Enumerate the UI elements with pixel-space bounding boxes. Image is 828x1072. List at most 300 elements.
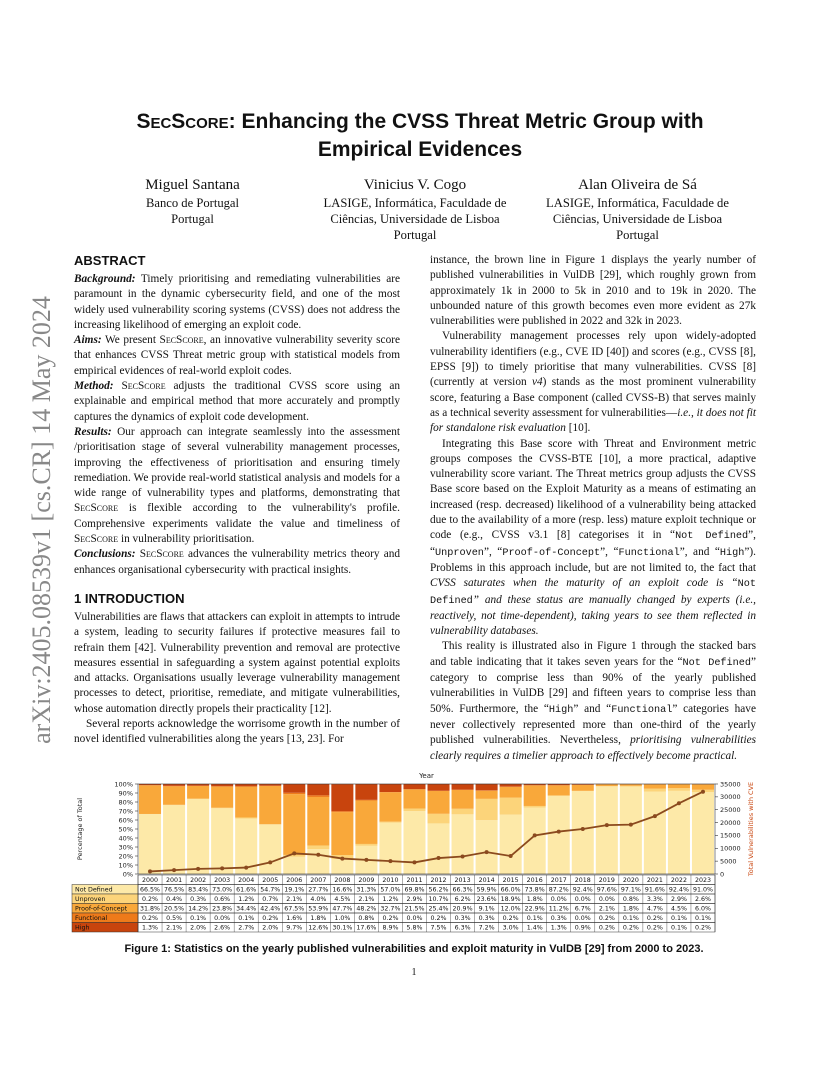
figure-1-chart: [70, 770, 760, 936]
table-cell: 7.2%: [478, 924, 495, 932]
author-affiliation-2: Ciências, Universidade de Lisboa: [330, 212, 500, 226]
table-cell: 87.2%: [548, 886, 569, 894]
table-cell: 2.0%: [262, 924, 279, 932]
table-year: 2002: [190, 877, 207, 884]
table-cell: 1.6%: [286, 915, 303, 922]
bar-segment: [620, 786, 642, 787]
table-cell: 0.2%: [598, 915, 615, 922]
figure-caption: Figure 1: Statistics on the yearly published vulnerabilities and exploit maturity in VulDB [29] from 2000 to 2023.: [124, 943, 704, 955]
total-line-point: [533, 833, 537, 837]
bar-segment: [620, 784, 642, 786]
table-cell: 0.4%: [166, 896, 183, 903]
table-cell: 20.9%: [452, 905, 473, 913]
table-cell: 76.5%: [164, 886, 185, 894]
table-cell: 2.0%: [190, 924, 207, 932]
table-year: 2007: [310, 877, 327, 884]
bar-segment: [692, 784, 714, 789]
table-cell: 17.6%: [356, 924, 377, 932]
table-cell: 0.2%: [262, 915, 279, 922]
table-cell: 9.7%: [286, 924, 303, 932]
table-cell: 0.1%: [670, 924, 687, 932]
total-line-point: [364, 858, 368, 862]
bar-segment: [428, 791, 450, 814]
bar-segment: [307, 845, 329, 849]
author-affiliation: Banco de Portugal: [145, 196, 240, 210]
bar-segment: [307, 795, 329, 797]
table-year: 2020: [622, 877, 639, 884]
table-cell: 34.4%: [236, 905, 257, 913]
table-cell: 73.0%: [212, 886, 233, 894]
table-row-label: Not Defined: [75, 886, 113, 894]
table-cell: 11.2%: [548, 905, 569, 913]
table-cell: 8.9%: [382, 924, 399, 932]
table-row-label: High: [75, 924, 90, 932]
total-line-point: [557, 830, 561, 834]
author-country: Portugal: [393, 228, 437, 242]
table-year: 2010: [382, 877, 399, 884]
table-cell: 83.4%: [188, 886, 209, 894]
right-paragraph-2: Vulnerability management processes rely upon widely-adopted vulnerability identifiers (e.g., CVE ID [40]) and scores (e.g., CVSS [8], EPSS [9]) to timely prioritise that many vulnerabilities. CVSS [8] (currently at version v4) stands as the most prominent vulnerability score, featuring a Base component (called CVSS-B) that serves mainly as a technical severity assessment for vulnerabilities—i.e., it does not fit for standalone risk evaluation [10].: [430, 330, 757, 435]
table-cell: 2.6%: [214, 924, 231, 932]
table-cell: 0.8%: [622, 896, 639, 903]
table-cell: 1.3%: [142, 924, 159, 932]
bar-segment: [379, 784, 401, 792]
table-row-label: Proof-of-Concept: [75, 905, 128, 913]
left-column: [74, 252, 400, 748]
table-cell: 97.1%: [620, 886, 641, 894]
table-cell: 27.7%: [308, 886, 329, 894]
table-cell: 22.9%: [524, 905, 545, 913]
table-cell: 0.2%: [598, 924, 615, 932]
abstract-background: Background: Timely prioritising and remediating vulnerabilities are paramount in the dynamic cybersecurity field, and one of the most widely used vulnerability scoring systems (CVSS) does not address the increasing likelihood of emerging an exploit code.: [74, 273, 400, 331]
table-cell: 0.1%: [526, 915, 543, 922]
bar-segment: [403, 811, 425, 874]
total-line-point: [292, 851, 296, 855]
bar-segment: [307, 797, 329, 846]
bar-segment: [620, 787, 642, 874]
author-name: Vinicius V. Cogo: [363, 177, 467, 193]
table-cell: 0.2%: [622, 924, 639, 932]
table-cell: 67.5%: [284, 905, 305, 913]
table-year: 2016: [526, 877, 543, 884]
table-cell: 4.5%: [670, 905, 687, 913]
table-cell: 0.3%: [190, 896, 207, 903]
page-number: 1: [411, 967, 417, 978]
table-cell: 1.0%: [334, 915, 351, 922]
table-cell: 54.7%: [260, 886, 281, 894]
bar-segment: [163, 805, 185, 874]
table-cell: 47.7%: [332, 905, 353, 913]
bar-segment: [139, 814, 161, 874]
total-line-point: [412, 860, 416, 864]
y-tick-label: 30%: [118, 843, 133, 852]
bar-segment: [259, 786, 281, 824]
table-cell: 10.7%: [428, 896, 449, 903]
bar-segment: [524, 808, 546, 874]
y-tick-label: 50%: [118, 825, 133, 834]
author-3: [530, 175, 745, 243]
total-line-point: [172, 868, 176, 872]
bar-segment: [283, 793, 305, 794]
table-cell: 2.9%: [406, 896, 423, 903]
table-cell: 0.5%: [166, 915, 183, 922]
bar-segment: [500, 784, 522, 787]
y-tick-label: 80%: [118, 798, 133, 807]
table-cell: 20.5%: [164, 905, 185, 913]
table-cell: 1.2%: [382, 896, 399, 903]
table-cell: 1.4%: [526, 924, 543, 932]
title-line1: : Enhancing the CVSS Threat Metric Group with: [228, 110, 704, 133]
bar-segment: [668, 788, 690, 791]
table-row-label: Unproven: [75, 896, 106, 903]
table-year: 2006: [286, 877, 303, 884]
table-cell: 0.1%: [670, 915, 687, 922]
table-cell: 56.2%: [428, 886, 449, 894]
intro-paragraph-1: Vulnerabilities are flaws that attackers can exploit in attempts to intrude a system, leading to security failures if protective measures fail to refrain them [42]. Vulnerability prevention and removal are protective measures essential in safeguarding a system against potential exploits and attacks. Organisations usually leverage vulnerability management processes to detect, prioritise, remediate, and mitigate vulnerabilities, whose automation directly propels their practicality [12].: [74, 610, 400, 715]
bar-segment: [307, 784, 329, 795]
table-cell: 0.2%: [430, 915, 447, 922]
table-cell: 92.4%: [668, 886, 689, 894]
bar-segment: [572, 785, 594, 791]
table-cell: 42.4%: [260, 905, 281, 913]
bar-segment: [452, 814, 474, 874]
table-cell: 1.2%: [238, 896, 255, 903]
table-cell: 0.1%: [190, 915, 207, 922]
total-line-point: [437, 856, 441, 860]
bar-segment: [524, 806, 546, 808]
total-line-point: [653, 814, 657, 818]
y2-tick-label: 20000: [720, 818, 741, 827]
table-cell: 61.6%: [236, 886, 257, 894]
table-cell: 0.0%: [214, 915, 231, 922]
right-column: [430, 253, 756, 764]
bar-segment: [355, 784, 377, 800]
table-cell: 1.8%: [526, 896, 543, 903]
y-tick-label: 0%: [122, 870, 133, 879]
table-cell: 0.3%: [550, 915, 567, 922]
y2-tick-label: 35000: [720, 780, 741, 789]
table-cell: 0.8%: [358, 915, 375, 922]
author-country: Portugal: [616, 228, 659, 242]
table-cell: 0.9%: [574, 924, 591, 932]
table-cell: 0.1%: [622, 915, 639, 922]
bar-segment: [187, 786, 209, 799]
author-name: Alan Oliveira de Sá: [578, 177, 697, 193]
total-line-point: [316, 853, 320, 857]
bar-segment: [379, 792, 401, 821]
y2-tick-label: 10000: [720, 844, 741, 853]
table-cell: 0.0%: [574, 915, 591, 922]
table-cell: 2.1%: [358, 896, 375, 903]
author-1: [100, 175, 285, 227]
table-cell: 1.8%: [622, 905, 639, 913]
table-cell: 0.0%: [574, 896, 591, 903]
table-year: 2011: [406, 877, 423, 884]
bar-segment: [572, 791, 594, 874]
bar-segment: [211, 784, 233, 786]
bar-segment: [259, 824, 281, 825]
table-cell: 0.1%: [238, 915, 255, 922]
table-cell: 0.2%: [646, 915, 663, 922]
table-cell: 14.2%: [188, 905, 209, 913]
table-cell: 0.2%: [382, 915, 399, 922]
table-cell: 30.1%: [332, 924, 353, 932]
bar-segment: [235, 784, 257, 786]
bar-segment: [428, 814, 450, 824]
table-cell: 2.1%: [166, 924, 183, 932]
table-cell: 48.2%: [356, 905, 377, 913]
table-cell: 66.5%: [140, 886, 161, 894]
table-cell: 0.7%: [262, 896, 279, 903]
y-tick-label: 40%: [118, 834, 133, 843]
table-cell: 2.1%: [598, 905, 615, 913]
table-cell: 25.4%: [428, 905, 449, 913]
total-line-point: [701, 790, 705, 794]
bar-segment: [596, 784, 618, 786]
total-line-point: [196, 867, 200, 871]
bar-segment: [476, 791, 498, 799]
bar-segment: [379, 823, 401, 874]
table-cell: 6.0%: [694, 905, 711, 913]
table-cell: 4.5%: [334, 896, 351, 903]
bar-segment: [403, 784, 425, 789]
table-year: 2019: [598, 877, 615, 884]
y-axis-label: Percentage of Total: [76, 797, 84, 861]
intro-heading: 1 INTRODUCTION: [74, 590, 185, 606]
table-cell: 12.6%: [308, 924, 329, 932]
table-cell: 66.3%: [452, 886, 473, 894]
paper-title: [60, 108, 780, 164]
total-line-point: [388, 859, 392, 863]
author-2: [300, 175, 530, 243]
right-paragraph-1: instance, the brown line in Figure 1 displays the yearly number of published vulnerabilities in VulDB [29], which roughly grown from approximately 1k in 2000 to 5k in 2010 and to 19k in 2020. The unbounded nature of this growth becomes even more evident as 27k vulnerabilities were published in 2022 and 32k in 2023.: [430, 254, 756, 328]
total-line-point: [244, 866, 248, 870]
y-tick-label: 70%: [118, 807, 133, 816]
bar-segment: [163, 786, 185, 804]
right-paragraph-3: Integrating this Base score with Threat and Environment metric groups composes the CVSS-BTE [10], a more practical, adaptive vulnerability score variant. The Threat metrics group adjusts the CVSS Base score based on the Exploit Maturity as a means of estimating an increased (resp. decreased) likelihood of a vulnerability being attacked due to the availability of a more (resp. less) mature exploit technique or code (e.g., CVSS v3.1 [8] categorises it in “Not Defined”, “Unproven”, “Proof-of-Concept”, “Functional”, and “High”). Problems in this approach include, but are not limited to, the fact that CVSS saturates when the maturity of an exploit code is “Not Defined” and these status are manually changed by experts (i.e., reactively, not time-dependent), taking years to see them reflected in vulnerability databases.: [430, 437, 757, 638]
author-affiliation-2: Ciências, Universidade de Lisboa: [552, 212, 723, 226]
table-cell: 31.8%: [140, 905, 161, 913]
author-affiliation: LASIGE, Informática, Faculdade de: [323, 196, 507, 210]
table-cell: 66.0%: [500, 886, 521, 894]
table-year: 2022: [670, 877, 687, 884]
bar-segment: [500, 815, 522, 874]
bar-segment: [211, 808, 233, 874]
y-tick-label: 60%: [118, 816, 133, 825]
y-tick-label: 10%: [118, 861, 133, 870]
table-cell: 0.1%: [694, 915, 711, 922]
table-cell: 0.2%: [646, 924, 663, 932]
abstract-heading: ABSTRACT: [74, 253, 146, 268]
table-cell: 91.6%: [644, 886, 665, 894]
table-year: 2004: [238, 877, 255, 884]
bar-segment: [259, 825, 281, 874]
bar-segment: [355, 844, 377, 846]
table-cell: 0.0%: [550, 896, 567, 903]
table-year: 2005: [262, 877, 279, 884]
bar-segment: [500, 798, 522, 815]
bar-segment: [211, 808, 233, 809]
table-cell: 19.1%: [284, 886, 305, 894]
table-cell: 0.2%: [694, 924, 711, 932]
intro-paragraph-2: Several reports acknowledge the worrisome growth in the number of novel identified vulnerabilities along the years [13, 23]. For: [74, 718, 400, 746]
table-cell: 23.8%: [212, 905, 233, 913]
bar-segment: [476, 820, 498, 874]
table-cell: 3.3%: [646, 896, 663, 903]
y2-tick-label: 30000: [720, 793, 741, 802]
table-cell: 1.8%: [310, 915, 327, 922]
abstract-results: Results: Our approach can integrate seamlessly into the assessment /prioritisation stage of several vulnerability management processes, improving the effectiveness of prioritisation and ensuring timely remediation. We provide real-world statistical analysis and models for a wide range of vulnerability types and platforms, demonstrating that SecScore is flexible according to the vulnerability's profile. Comprehensive experiments validate the value and timeliness of SecScore in vulnerability prioritisation.: [74, 425, 400, 546]
table-cell: 92.4%: [572, 886, 593, 894]
total-line-point: [268, 860, 272, 864]
total-line-point: [677, 801, 681, 805]
total-line-point: [340, 857, 344, 861]
table-year: 2021: [646, 877, 663, 884]
bar-segment: [355, 801, 377, 844]
y2-tick-label: 25000: [720, 806, 741, 815]
bar-segment: [476, 784, 498, 790]
bar-segment: [524, 785, 546, 806]
table-cell: 32.7%: [380, 905, 401, 913]
table-year: 2000: [142, 877, 159, 884]
table-cell: 0.3%: [454, 915, 471, 922]
bar-segment: [139, 785, 161, 814]
author-name: Miguel Santana: [145, 177, 240, 193]
bar-segment: [548, 796, 570, 874]
abstract-aims: Aims: We present SecScore, an innovative vulnerability severity score that enhances CVSS Threat metric group with statistical models from empirical evidences of real-world exploit codes.: [74, 334, 400, 377]
table-cell: 18.9%: [500, 896, 521, 903]
bar-segment: [548, 785, 570, 795]
bar-segment: [428, 784, 450, 791]
y2-tick-label: 5000: [720, 857, 737, 866]
bar-segment: [452, 790, 474, 809]
table-cell: 53.9%: [308, 905, 329, 913]
y2-tick-label: 15000: [720, 831, 741, 840]
table-year: 2015: [502, 877, 519, 884]
table-year: 2008: [334, 877, 351, 884]
bar-segment: [596, 786, 618, 874]
y-tick-label: 100%: [114, 780, 133, 789]
author-country: Portugal: [171, 212, 214, 226]
bar-segment: [476, 799, 498, 820]
bar-segment: [211, 786, 233, 807]
bar-segment: [331, 811, 353, 812]
table-year: 2014: [478, 877, 495, 884]
title-line2: Empirical Evidences: [317, 138, 523, 161]
bar-segment: [235, 787, 257, 818]
total-line-point: [461, 855, 465, 859]
table-cell: 0.2%: [502, 915, 519, 922]
total-line-point: [605, 823, 609, 827]
right-paragraph-4: This reality is illustrated also in Figure 1 through the stacked bars and table indicating that it takes seven years for the “Not Defined” category to comprise less than 90% of the yearly published vulnerabilities in VulDB [29] and fifteen years to comprise less than 50%. Furthermore, the “High” and “Functional” categories have never collectively represented more than one-third of the yearly published vulnerabilities. Nevertheless, prioritising vulnerabilities clearly requires a timelier approach to effectively become practical.: [430, 640, 757, 762]
table-cell: 59.9%: [476, 886, 497, 894]
bar-segment: [283, 794, 305, 855]
title-brand: SecScore: [136, 110, 229, 133]
bar-segment: [692, 792, 714, 874]
bar-segment: [452, 809, 474, 815]
bar-segment: [331, 859, 353, 874]
table-cell: 97.6%: [596, 886, 617, 894]
bar-segment: [500, 787, 522, 798]
table-year: 2013: [454, 877, 471, 884]
table-cell: 2.7%: [238, 924, 255, 932]
bar-segment: [187, 799, 209, 874]
table-cell: 1.3%: [550, 924, 567, 932]
bar-segment: [379, 822, 401, 823]
chart-title: Year: [419, 772, 434, 780]
table-cell: 0.2%: [142, 896, 159, 903]
bar-segment: [644, 784, 666, 788]
y-tick-label: 20%: [118, 852, 133, 861]
total-line-point: [485, 850, 489, 854]
table-cell: 9.1%: [478, 905, 495, 913]
y2-tick-label: 0: [720, 870, 725, 879]
table-cell: 4.7%: [646, 905, 663, 913]
abstract-conclusions: Conclusions: SecScore advances the vulnerability metrics theory and enhances organisational cybersecurity with practical insights.: [74, 548, 401, 576]
y2-axis-label: Total Vulnerabilities with CVE: [747, 781, 755, 877]
bar-segment: [283, 857, 305, 874]
table-cell: 3.0%: [502, 924, 519, 932]
total-line-point: [581, 827, 585, 831]
table-cell: 31.3%: [356, 886, 377, 894]
table-year: 2009: [358, 877, 375, 884]
bar-segment: [235, 817, 257, 818]
bar-segment: [452, 784, 474, 790]
table-cell: 0.2%: [142, 915, 159, 922]
table-cell: 0.6%: [214, 896, 231, 903]
table-cell: 0.0%: [406, 915, 423, 922]
table-year: 2012: [430, 877, 447, 884]
table-cell: 21.5%: [404, 905, 425, 913]
table-cell: 69.8%: [404, 886, 425, 894]
bar-segment: [331, 812, 353, 855]
total-line-point: [629, 823, 633, 827]
bar-segment: [668, 784, 690, 788]
bar-segment: [428, 823, 450, 874]
total-line-point: [220, 866, 224, 870]
table-cell: 2.1%: [286, 896, 303, 903]
table-cell: 6.3%: [454, 924, 471, 932]
table-cell: 16.6%: [332, 886, 353, 894]
bar-segment: [644, 792, 666, 874]
total-line-point: [148, 869, 152, 873]
table-row-label: Functional: [75, 915, 108, 922]
bar-segment: [403, 789, 425, 808]
total-line-point: [509, 854, 513, 858]
table-year: 2001: [166, 877, 183, 884]
table-cell: 6.2%: [454, 896, 471, 903]
table-cell: 12.0%: [500, 905, 521, 913]
bar-segment: [403, 809, 425, 812]
abstract-method: Method: SecScore adjusts the traditional CVSS score using an explainable and empirical method that more accurately and promptly captures the dynamics of exploit code development.: [74, 380, 400, 423]
bar-segment: [355, 800, 377, 801]
table-cell: 5.8%: [406, 924, 423, 932]
table-cell: 2.9%: [670, 896, 687, 903]
table-year: 2023: [694, 877, 711, 884]
author-affiliation: LASIGE, Informática, Faculdade de: [546, 196, 729, 210]
table-year: 2018: [574, 877, 591, 884]
table-cell: 4.0%: [310, 896, 327, 903]
table-cell: 0.3%: [478, 915, 495, 922]
table-year: 2003: [214, 877, 231, 884]
table-cell: 0.0%: [598, 896, 615, 903]
table-cell: 6.7%: [574, 905, 591, 913]
bar-segment: [283, 784, 305, 793]
table-cell: 23.6%: [476, 896, 497, 903]
table-cell: 7.5%: [430, 924, 447, 932]
y-tick-label: 90%: [118, 789, 133, 798]
bar-segment: [331, 784, 353, 811]
